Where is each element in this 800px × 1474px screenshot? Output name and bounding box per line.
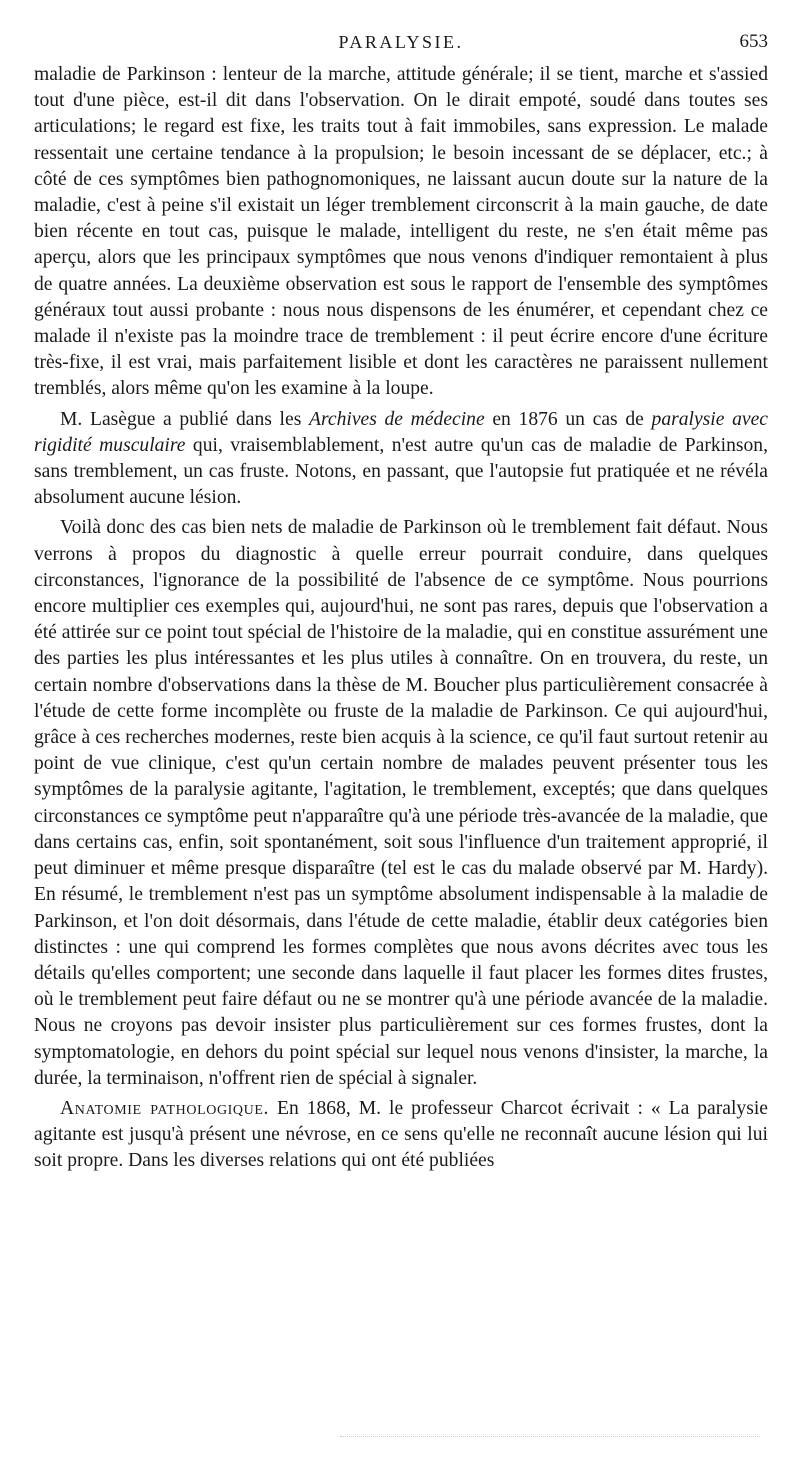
paragraph-2-text-a: M. Lasègue a publié dans les [60,408,310,430]
running-header [34,30,768,54]
paragraph-2-text-b: en 1876 un cas de [484,408,652,430]
running-title: PARALYSIE. [338,32,464,52]
page-bottom-marks [340,1436,760,1441]
paragraph-3: Voilà donc des cas bien nets de maladie de Parkinson où le tremblement fait défaut. Nous verrons à propos du diagnostic à quelle erreur pourrait conduire, dans quelques circonstances, l'ignorance de la possibilité de l'absence de ce symptôme. Nous pourrions encore multiplier ces exemples qui, aujourd'hui, ne sont pas rares, depuis que l'observation a été attirée sur ce point tout spécial de l'histoire de la maladie, qui en constitue assurément une des parties les plus intéressantes et les plus utiles à connaître. On en trouvera, du reste, un certain nombre d'observations dans la thèse de M. Boucher plus particulièrement consacrée à l'étude de cette forme incomplète ou fruste de la maladie de Parkinson. Ce qui aujourd'hui, grâce à ces recherches modernes, reste bien acquis à la science, ce qu'il faut surtout retenir au point de vue clinique, c'est qu'un certain nombre de malades peuvent présenter tous les symptômes de la paralysie agitante, l'agitation, le tremblement, exceptés; que dans quelques circonstances ce symptôme peut n'apparaître qu'à une période très-avancée de la maladie, que dans certains cas, enfin, soit spontanément, soit sous l'influence d'un traitement approprié, il peut diminuer et même presque disparaître (tel est le cas du malade observé par M. Hardy). En résumé, le tremblement n'est pas un symptôme absolument indispensable à la maladie de Parkinson, et l'on doit désormais, dans l'étude de cette maladie, établir deux catégories bien distinctes : une qui comprend les formes complètes que nous avons décrites avec tous les détails qu'elles comportent; une seconde dans laquelle il faut placer les formes dites frustes, où le tremblement peut faire défaut ou ne se montrer qu'à une période avancée de la maladie. Nous ne croyons pas devoir insister plus particulièrement sur ces formes frustes, dont la symptomatologie, en dehors du point spécial sur lequel nous venons d'insister, la marche, la durée, la terminaison, n'offrent rien de spécial à signaler. [34,517,768,1089]
paragraph-4-text: En 1868, M. le professeur Charcot écrivait : « La paralysie agitante est jusqu'à présent une névrose, en ce sens qu'elle ne reconnaît aucune lésion qui lui soit propre. Dans les diverses relations qui ont été publiées [34,1097,768,1172]
journal-title: Archives de médecine [309,408,485,430]
paragraph-4 [34,1096,768,1175]
case-title: paralysie avec rigidité musculaire [34,408,768,456]
page-number: 653 [739,31,768,52]
body-text [34,62,768,1175]
paragraph-2 [34,407,768,512]
paragraph-2-text-c: qui, vraisemblablement, n'est autre qu'un cas de maladie de Parkinson, sans tremblement, un cas fruste. Notons, en passant, que l'autopsie fut pratiquée et ne révéla absolument aucune lésion. [34,434,768,509]
section-heading: Anatomie pathologique. [60,1097,269,1119]
paragraph-1: maladie de Parkinson : lenteur de la marche, attitude générale; il se tient, marche et s'assied tout d'une pièce, est-il dit dans l'observation. On le dirait empoté, soudé dans toutes ses articulations; le regard est fixe, les traits tout à fait immobiles, sans expression. Le malade ressentait une certaine tendance à la propulsion; le besoin incessant de se déplacer, etc.; à côté de ces symptômes bien pathognomoniques, ne laissant aucun doute sur la nature de la maladie, c'est à peine s'il existait un léger tremblement circonscrit à la main gauche, de date bien récente en tout cas, puisque le malade, intelligent du reste, ne s'en était même pas aperçu, alors que les principaux symptômes que nous venons d'indiquer remontaient à plus de quatre années. La deuxième observation est sous le rapport de l'ensemble des symptômes généraux tout aussi probante : nous nous dispensons de les énumérer, et cependant chez ce malade il n'existe pas la moindre trace de tremblement : il peut écrire encore d'une écriture très-fixe, il est vrai, mais parfaitement lisible et dont les caractères ne paraissent nullement tremblés, alors même qu'on les examine à la loupe. [34,64,768,400]
